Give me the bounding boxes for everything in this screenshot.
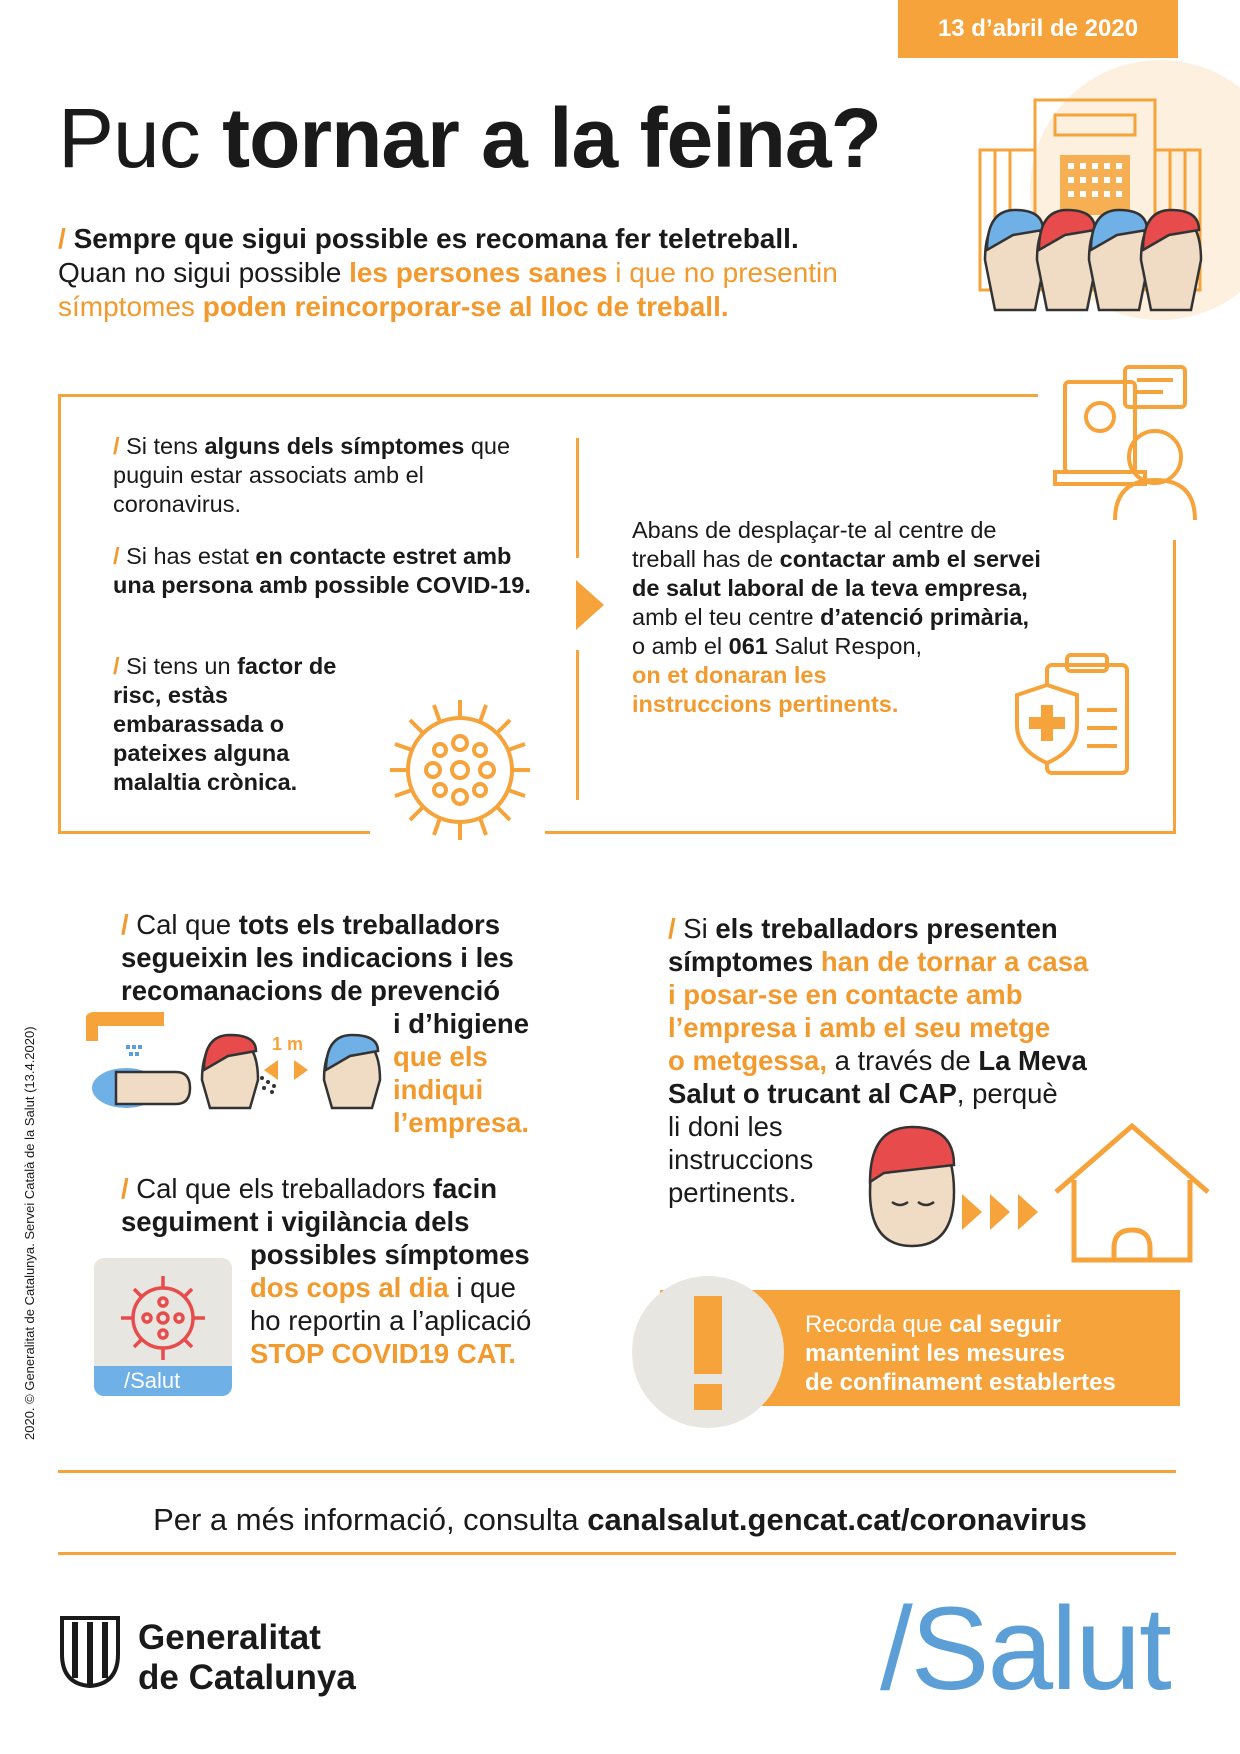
box-right-text: Abans de desplaçar-te al centre de treball has de contactar amb el servei de salut laboral de la teva empresa, amb el teu centre d’atenció primària, o amb el 061 Salut Respon, on et donaran les instruccions pertinents.	[632, 517, 1041, 717]
footer-line-bottom	[58, 1552, 1176, 1555]
title-bold: tornar a la feina?	[222, 91, 881, 185]
box-divider-top	[576, 438, 579, 558]
box-item-contact: / Si has estat en contacte estret amb una persona amb possible COVID-19.	[113, 543, 531, 598]
side-credit: 2020. © Generalitat de Catalunya. Servei Català de la Salut (13.4.2020)	[22, 1026, 37, 1440]
clipboard-shield-icon	[1012, 650, 1137, 780]
info-url[interactable]: canalsalut.gencat.cat/coronavirus	[587, 1502, 1087, 1537]
box-item-symptoms: / Si tens alguns dels símptomes que puguin estar associats amb el coronavirus.	[113, 433, 511, 517]
box-border-left	[58, 394, 61, 834]
intro-paragraph	[58, 222, 938, 324]
stop-covid-app-icon	[94, 1258, 232, 1396]
date-badge: 13 d’abril de 2020	[898, 0, 1178, 58]
warning-icon	[632, 1276, 784, 1428]
distance-label: 1 m	[272, 1034, 304, 1054]
page-title	[58, 90, 881, 187]
monitoring-block: / Cal que els treballadors facin seguiment i vigilància dels	[121, 1173, 498, 1237]
box-item-risk: / Si tens un factor de risc, estàs embarassada o pateixes alguna malaltia crònica.	[113, 653, 337, 795]
office-workers-icon	[975, 90, 1205, 330]
box-divider-bottom	[576, 650, 579, 800]
divider-arrow-icon	[576, 580, 604, 630]
sick-person-icon	[862, 1120, 962, 1260]
recommendations-block: / Cal que tots els treballadors segueixin les indicacions i les recomanacions de prevenció	[121, 909, 514, 1006]
hygiene-distance-icon	[86, 1010, 386, 1115]
intro-line-3: símptomes poden reincorporar-se al lloc de treball.	[58, 291, 729, 322]
title-light: Puc	[58, 91, 200, 185]
salut-logo: /Salut	[880, 1583, 1170, 1715]
exclamation-icon	[632, 1276, 784, 1428]
box-border-top	[58, 394, 1038, 397]
footer-line-top	[58, 1470, 1176, 1473]
box-border-bottom-right	[545, 831, 1176, 834]
box-border-bottom-left	[58, 831, 370, 834]
app-icon-label: /Salut	[94, 1366, 232, 1396]
teleconsultation-icon	[1045, 362, 1205, 522]
box-border-right	[1173, 540, 1176, 834]
intro-line-1: / Sempre que sigui possible es recomana fer teletreball.	[58, 223, 799, 254]
app-virus-icon	[94, 1258, 232, 1368]
symptoms-home-block: / Si els treballadors presenten símptomes han de tornar a casa i posar-se en contacte amb l’empresa i amb el seu metge o metgessa, a través de La Meva Salut o trucant al CAP, perquè li doni les instruccions pertinents.	[668, 913, 1089, 1208]
reminder-banner: Recorda que cal seguir mantenint les mesures de confinament establertes	[660, 1290, 1180, 1406]
house-icon	[1052, 1120, 1212, 1265]
recommendations-block-cont: i d’higiene que els indiqui l’empresa.	[393, 1008, 530, 1138]
arrows-icon	[962, 1192, 1048, 1232]
generalitat-shield-icon	[58, 1614, 122, 1688]
intro-line-2: Quan no sigui possible les persones sanes i que no presentin	[58, 257, 838, 288]
virus-icon	[378, 688, 543, 853]
more-info-text: Per a més informació, consulta canalsalut.gencat.cat/coronavirus	[153, 1502, 1087, 1537]
monitoring-block-cont: possibles símptomes dos cops al dia i que ho reportin a l’aplicació STOP COVID19 CAT.	[250, 1239, 532, 1369]
generalitat-name: Generalitat de Catalunya	[138, 1618, 356, 1697]
